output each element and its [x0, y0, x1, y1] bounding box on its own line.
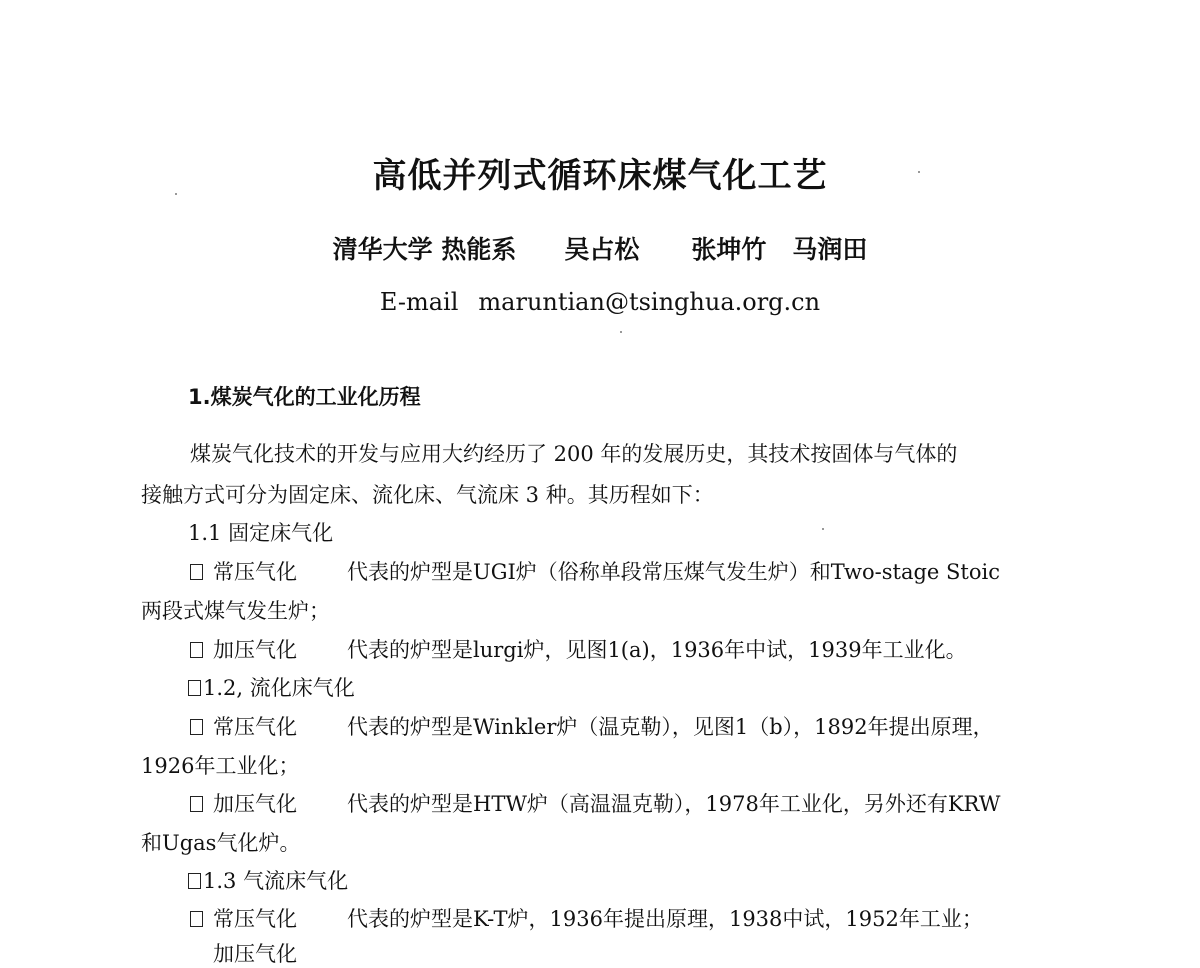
checkbox-glyph-icon — [190, 642, 203, 658]
checkbox-glyph-icon — [190, 911, 203, 927]
item-label: 加压气化 — [213, 792, 297, 816]
scan-speck — [918, 171, 920, 173]
subsection-heading: 1.3 气流床气化 — [188, 865, 348, 895]
item-description: 代表的炉型是HTW炉（高温温克勒），1978年工业化，另外还有KRW — [347, 792, 1001, 816]
list-item — [190, 903, 983, 933]
subsection-heading: 1.1 固定床气化 — [188, 521, 334, 545]
author-name: 张坤竹 — [691, 235, 767, 264]
item-label: 加压气化 — [213, 638, 297, 662]
scan-speck — [822, 528, 824, 530]
list-item — [190, 711, 994, 741]
author-name: 吴占松 — [564, 235, 640, 264]
checkbox-glyph-icon — [190, 719, 203, 735]
author-name: 马润田 — [792, 235, 868, 264]
email-line — [0, 288, 1200, 316]
item-description: 代表的炉型是K-T炉，1936年提出原理，1938中试，1952年工业； — [347, 907, 983, 931]
list-item — [213, 938, 297, 968]
checkbox-glyph-icon — [190, 564, 203, 580]
email-address: maruntian@tsinghua.org.cn — [478, 288, 821, 316]
checkbox-glyph-icon — [188, 680, 201, 696]
paragraph-line: 接触方式可分为固定床、流化床、气流床 3 种。其历程如下： — [141, 483, 714, 507]
paragraph-line: 两段式煤气发生炉； — [141, 599, 330, 623]
paper-title: 高低并列式循环床煤气化工艺 — [372, 156, 828, 196]
checkbox-glyph-icon — [190, 796, 203, 812]
paragraph-line: 和Ugas气化炉。 — [141, 831, 301, 855]
item-label: 常压气化 — [213, 907, 297, 931]
scan-speck — [620, 331, 622, 333]
section-heading: 1.煤炭气化的工业化历程 — [188, 385, 421, 409]
scan-speck — [175, 193, 177, 195]
checkbox-glyph-icon — [188, 873, 201, 889]
item-label: 常压气化 — [213, 560, 297, 584]
item-description: 代表的炉型是Winkler炉（温克勒），见图1（b），1892年提出原理， — [347, 715, 994, 739]
author-line — [0, 230, 1200, 266]
item-description: 代表的炉型是lurgi炉，见图1(a)，1936年中试，1939年工业化。 — [347, 638, 967, 662]
list-item — [190, 634, 967, 664]
item-label: 常压气化 — [213, 715, 297, 739]
list-item — [190, 788, 1000, 818]
item-label: 加压气化 — [213, 942, 297, 966]
paragraph-line: 1926年工业化； — [141, 754, 300, 778]
paragraph-line: 煤炭气化技术的开发与应用大约经历了 200 年的发展历史，其技术按固体与气体的 — [190, 442, 958, 466]
list-item — [190, 556, 1000, 586]
item-description: 代表的炉型是UGI炉（俗称单段常压煤气发生炉）和Two-stage Stoic — [347, 560, 1000, 584]
affiliation: 清华大学 热能系 — [332, 235, 517, 264]
subsection-heading: 1.2, 流化床气化 — [188, 672, 355, 702]
email-label: E-mail — [379, 288, 459, 316]
